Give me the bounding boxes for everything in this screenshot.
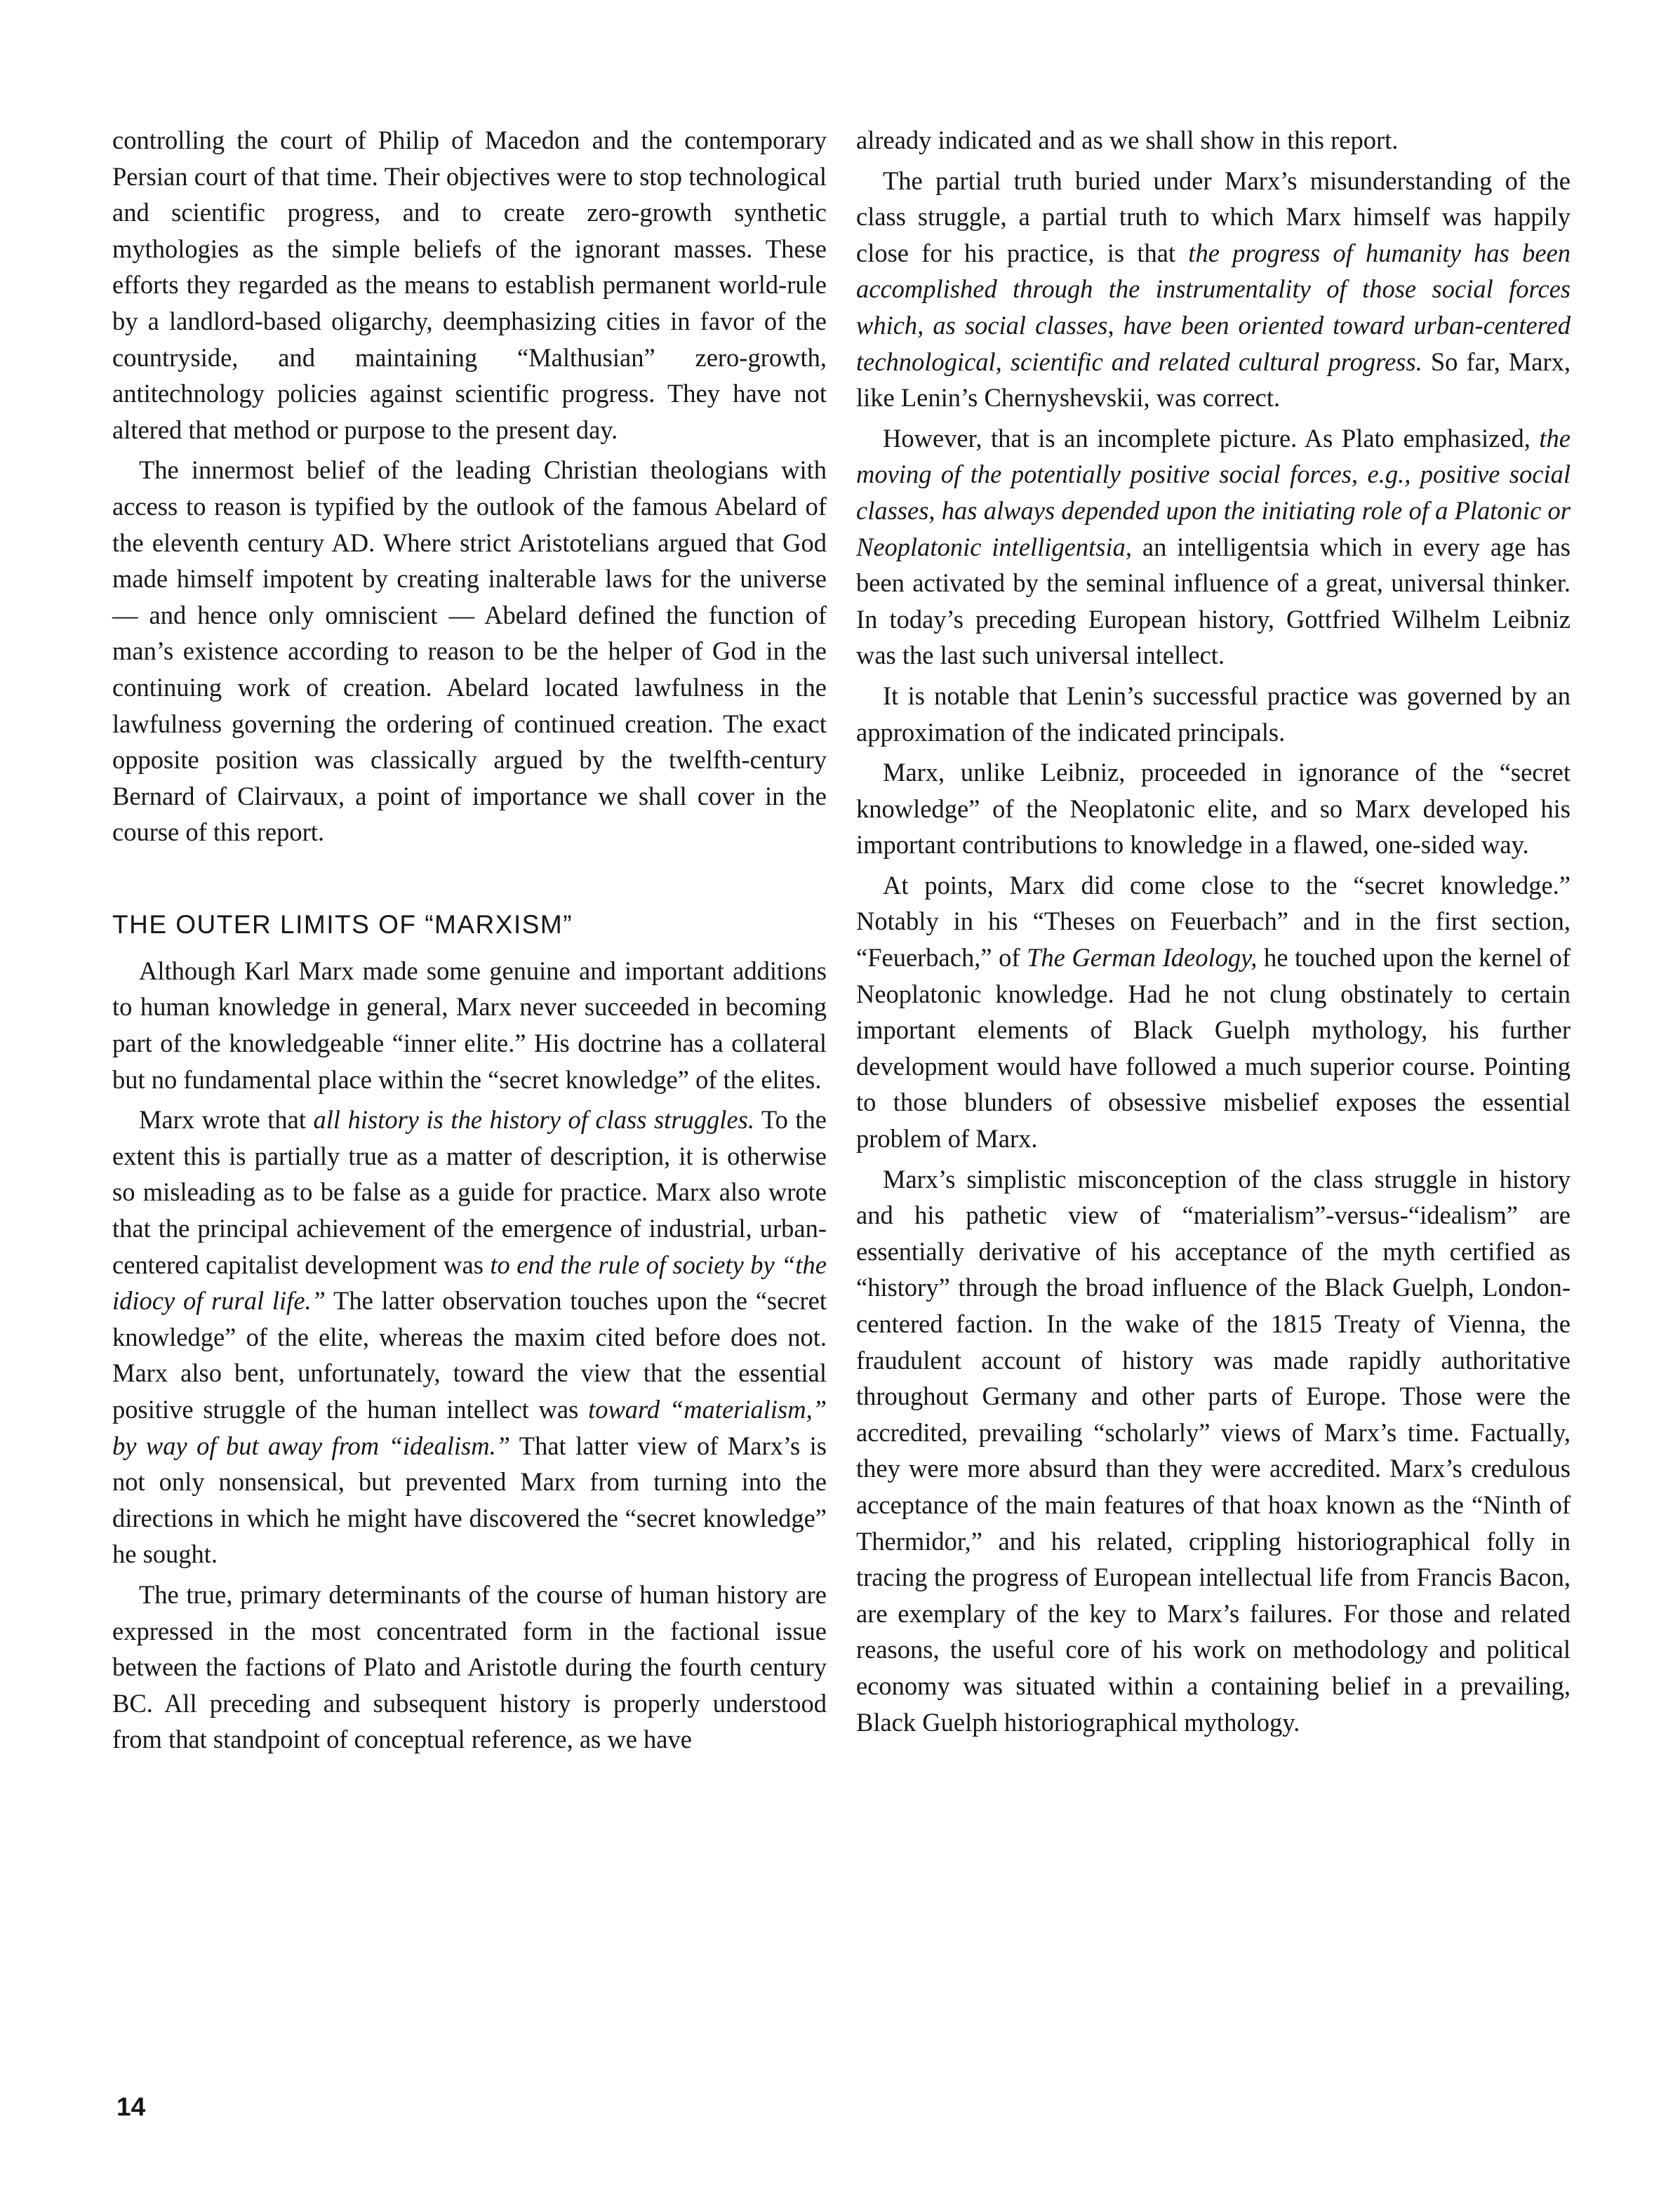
body-paragraph: controlling the court of Philip of Macedon and the contemporary Persian court of that time. Their objectives were to stop technological and scientific progress, and to create zero-growth synthetic mythologies as the simple beliefs of the ignorant masses. These efforts they regarded as the means to establish permanent world-rule by a landlord-based oligarchy, deemphasizing cities in favor of the countryside, and maintaining “Malthusian” zero-growth, antitechnology policies against scientific progress. They have not altered that method or purpose to the present day.	[112, 126, 827, 444]
body-paragraph: The innermost belief of the leading Christian theologians with access to reason is typified by the outlook of the famous Abelard of the eleventh century AD. Where strict Aristotelians argued that God made himself impotent by creating inalterable laws for the universe — and hence only omniscient — Abelard defined the function of man’s existence according to reason to be the helper of God in the continuing work of creation. Abelard located lawfulness in the lawfulness governing the ordering of continued creation. The exact opposite position was classically argued by the twelfth-century Bernard of Clairvaux, a point of importance we shall cover in the course of this report.	[112, 455, 827, 847]
body-paragraph: Marx’s simplistic misconception of the class struggle in history and his pathetic view of “materialism”-versus-“idealism” are essentially derivative of his acceptance of the myth certified as “history” through the broad influence of the Black Guelph, London-centered faction. In the wake of the 1815 Treaty of Vienna, the fraudulent account of history was made rapidly authoritative throughout Germany and other parts of Europe. Those were the accredited, prevailing “scholarly” views of Marx’s time. Factually, they were more absurd than they were accredited. Marx’s credulous acceptance of the main features of that hoax known as the “Ninth of Thermidor,” and his related, crippling historiographical folly in tracing the progress of European intellectual life from Francis Bacon, are exemplary of the key to Marx’s failures. For those and related reasons, the useful core of his work on methodology and political economy was situated within a containing belief in a prevailing, Black Guelph historiographical mythology.	[856, 1164, 1571, 1737]
body-paragraph: Marx, unlike Leibniz, proceeded in ignorance of the “secret knowledge” of the Neoplatonic elite, and so Marx developed his important contributions to knowledge in a flawed, one-sided way.	[856, 758, 1571, 860]
italic-passage: the progress of humanity has been accomplished through the instrumentality of those social forces which, as social classes, have been oriented toward urban-centered technological, scientific and related cultural progress.	[856, 238, 1571, 376]
body-paragraph: It is notable that Lenin’s successful practice was governed by an approximation of the indicated principals.	[856, 681, 1571, 747]
text-run: That latter view of Marx’s is not only nonsensical, but prevented Marx from turning into the directions in which he might have discovered the “secret knowledge” he sought.	[112, 1431, 827, 1569]
body-paragraph: already indicated and as we shall show in this report.	[856, 126, 1399, 154]
italic-quote: all history is the history of class struggles.	[313, 1105, 754, 1135]
body-paragraph	[856, 163, 1571, 416]
body-paragraph: The true, primary determinants of the course of human history are expressed in the most concentrated form in the factional issue between the factions of Plato and Aristotle during the fourth century BC. All preceding and subsequent history is properly understood from that standpoint of conceptual reference, as we have	[112, 1579, 827, 1754]
book-title: The German Ideology,	[1027, 943, 1258, 973]
page-number: 14	[116, 2092, 146, 2121]
left-column	[112, 122, 827, 1758]
text-run: The partial truth buried under Marx’s misunderstanding of the class struggle, a partial truth to which Marx himself was happily close for his practice, is that	[856, 166, 1571, 267]
text-run: Marx wrote that	[139, 1105, 314, 1135]
text-run: an intelligentsia which in every age has been activated by the seminal influence of a great, universal thinker. In today’s preceding European history, Gottfried Wilhelm Leibniz was the last such universal intellect.	[856, 532, 1571, 670]
italic-quote: to end the rule of society by “the idiocy of rural life.”	[112, 1250, 827, 1316]
body-paragraph	[856, 867, 1571, 1157]
body-paragraph	[112, 1102, 827, 1572]
text-run: At points, Marx did come close to the “secret knowledge.” Notably in his “Theses on Feuerbach” and in the first section, “Feuerbach,” of	[856, 870, 1571, 973]
text-run: he touched upon the kernel of Neoplatonic knowledge. Had he not clung obstinately to certain important elements of Black Guelph mythology, his further development would have followed a much superior course. Pointing to those blunders of obsessive misbelief exposes the essential problem of Marx.	[856, 943, 1571, 1154]
text-run: The latter observation touches upon the “secret knowledge” of the elite, whereas the maxim cited before does not. Marx also bent, unfortunately, toward the view that the essential positive struggle of the human intellect was	[112, 1286, 827, 1424]
text-run: So far, Marx, like Lenin’s Chernyshevskii, was correct.	[856, 347, 1571, 413]
text-run: To the extent this is partially true as a matter of description, it is otherwise so misleading as to be false as a guide for practice. Marx also wrote that the principal achievement of the emergence of industrial, urban-centered capitalist development was	[112, 1105, 827, 1279]
text-run: However, that is an incomplete picture. As Plato emphasized,	[883, 423, 1540, 453]
body-paragraph: Although Karl Marx made some genuine and important additions to human knowledge in general, Marx never succeeded in becoming part of the knowledgeable “inner elite.” His doctrine has a collateral but no fundamental place within the “secret knowledge” of the elites.	[112, 956, 827, 1094]
italic-passage: the moving of the potentially positive social forces, e.g., positive social classes, has always depended upon the initiating role of a Platonic or Neoplatonic intelligentsia,	[856, 423, 1571, 561]
right-column	[856, 122, 1571, 1740]
body-paragraph	[856, 420, 1571, 674]
italic-quote: toward “materialism,” by way of but away from “idealism.”	[112, 1395, 827, 1460]
section-heading: THE OUTER LIMITS OF “MARXISM”	[112, 909, 573, 939]
